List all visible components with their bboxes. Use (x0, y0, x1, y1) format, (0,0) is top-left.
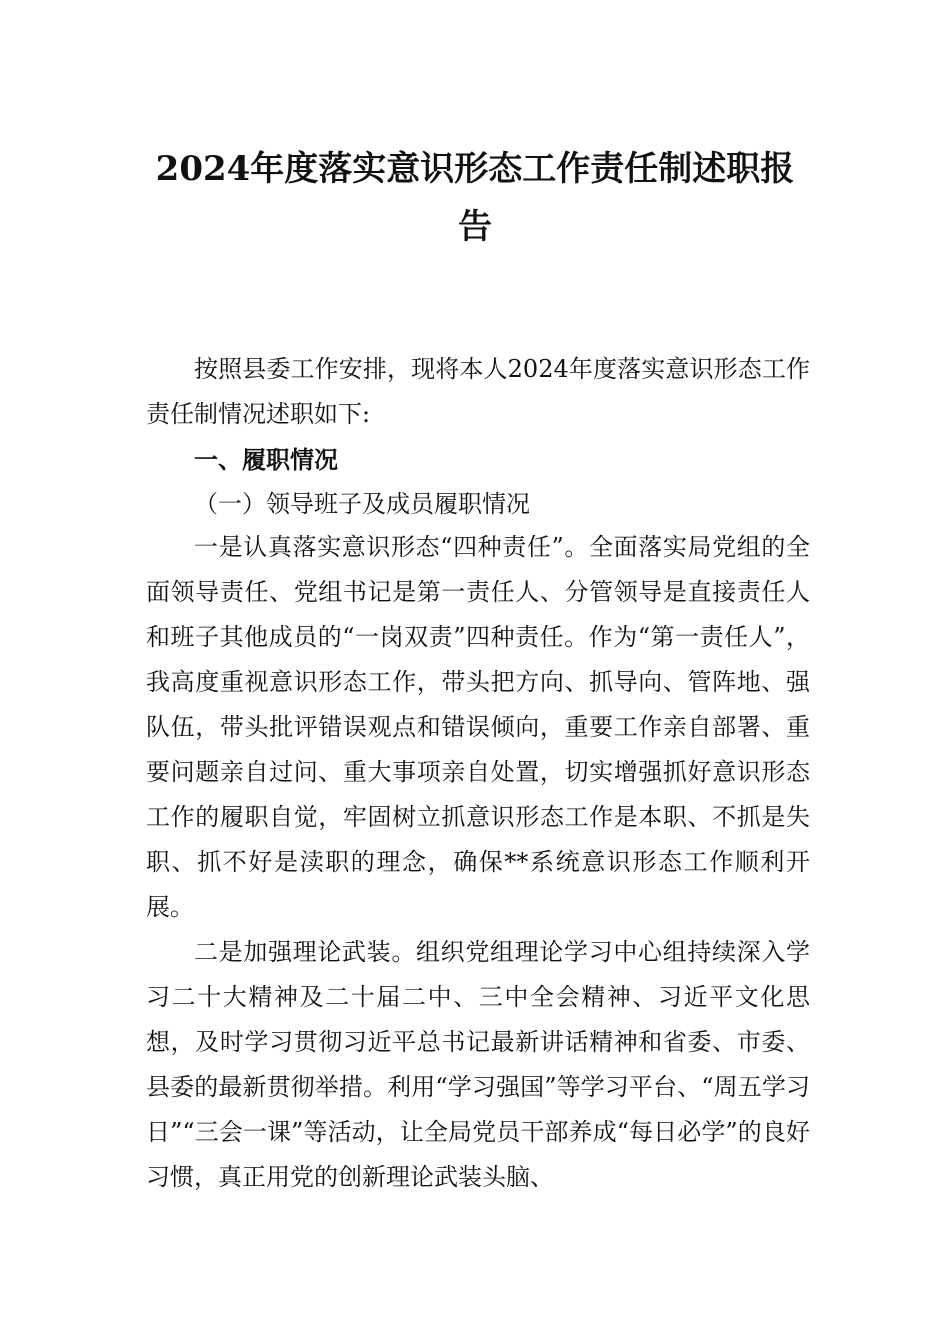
document-body (146, 347, 810, 1200)
section-heading-1: 一、履职情况 (194, 446, 338, 474)
body-paragraph-1: 一是认真落实意识形态“四种责任”。全面落实局党组的全面领导责任、党组书记是第一责任人、分管领导是直接责任人和班子其他成员的“一岗双责”四种责任。作为“第一责任人”，我高度重视意识形态工作，带头把方向、抓导向、管阵地、强队伍，带头批评错误观点和错误倾向，重要工作亲自部署、重要问题亲自过问、重大事项亲自处置，切实增强抓好意识形态工作的履职自觉，牢固树立抓意识形态工作是本职、不抓是失职、抓不好是渎职的理念，确保**系统意识形态工作顺利开展。 (146, 533, 810, 921)
intro-paragraph: 按照县委工作安排，现将本人2024年度落实意识形态工作责任制情况述职如下: (146, 355, 810, 428)
document-title: 2024年度落实意识形态工作责任制述职报告 (155, 149, 795, 247)
body-paragraph-2: 二是加强理论武装。组织党组理论学习中心组持续深入学习二十大精神及二十届二中、三中全会精神、习近平文化思想，及时学习贯彻习近平总书记最新讲话精神和省委、市委、县委的最新贯彻举措。利用“学习强国”等学习平台、“周五学习日”“三会一课”等活动，让全局党员干部养成“每日必学”的良好习惯，真正用党的创新理论武装头脑、 (146, 938, 810, 1191)
subsection-heading-1: （一）领导班子及成员履职情况 (194, 490, 530, 518)
